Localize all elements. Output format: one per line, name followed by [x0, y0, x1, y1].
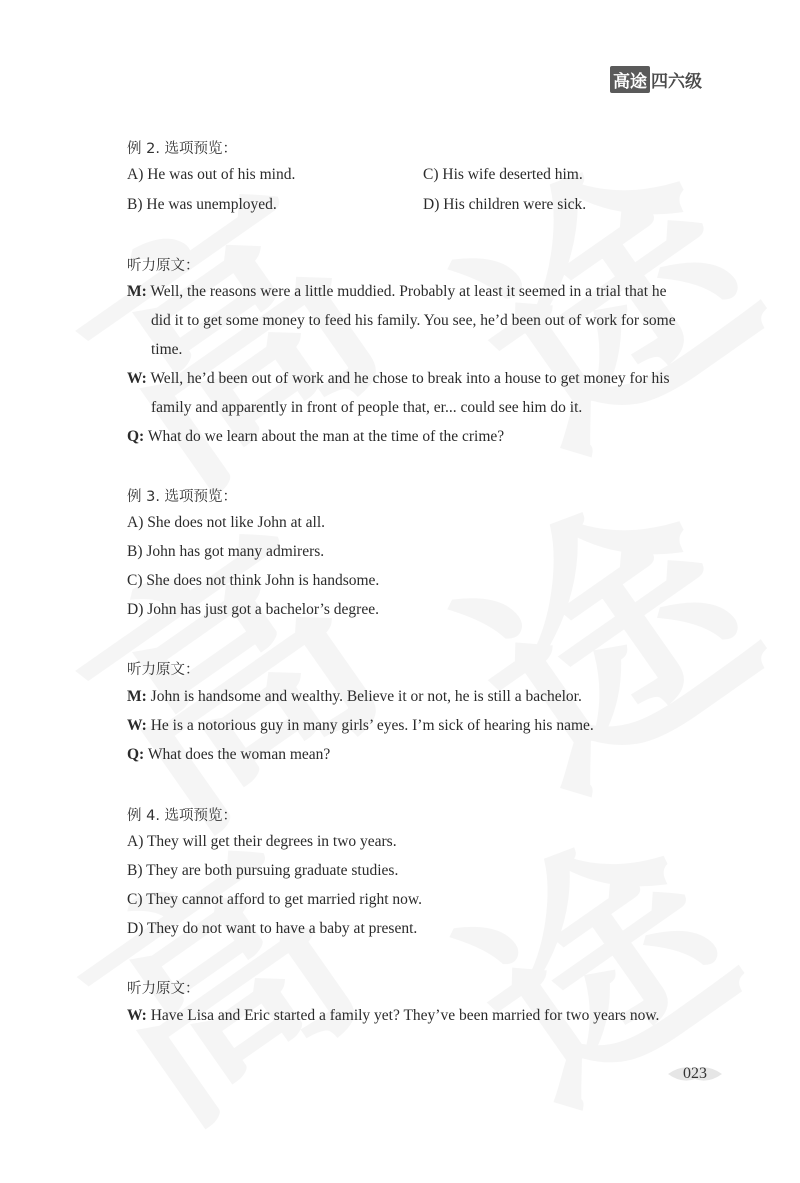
- speaker-w: W:: [127, 370, 147, 387]
- ex2-question-line: [127, 428, 504, 446]
- speaker-q: Q:: [127, 428, 145, 445]
- ex3-man-line: [127, 688, 582, 706]
- example-4-label: 例 4. 选项预览：: [127, 808, 238, 824]
- watermark: [387, 399, 800, 854]
- ex4-transcript-label: 听力原文：: [127, 981, 200, 997]
- ex3-man-text: John is handsome and wealthy. Believe it or not, he is still a bachelor.: [150, 688, 582, 705]
- ex2-woman-text-2: family and apparently in front of people that, er... could see him do it.: [151, 399, 583, 416]
- ex2-woman-text-1: Well, he’d been out of work and he chose to break into a house to get money for his: [150, 370, 670, 387]
- ex2-man-text-2: did it to get some money to feed his family. You see, he’d been out of work for some: [151, 312, 676, 329]
- ex2-option-d: D) His children were sick.: [423, 196, 587, 213]
- speaker-q: Q:: [127, 746, 145, 763]
- ex4-option-d: D) They do not want to have a baby at present.: [127, 920, 418, 937]
- ex2-woman-line: [127, 370, 670, 388]
- ex4-option-b: B) They are both pursuing graduate studies.: [127, 862, 399, 879]
- ex4-option-a: A) They will get their degrees in two years.: [127, 833, 397, 850]
- logo-subtitle: 四六级: [651, 72, 702, 92]
- ex3-option-c: C) She does not think John is handsome.: [127, 572, 380, 589]
- ex3-woman-line: [127, 717, 594, 735]
- speaker-w: W:: [127, 717, 147, 734]
- ex3-woman-text: He is a notorious guy in many girls’ eyes. I’m sick of hearing his name.: [150, 717, 594, 734]
- ex2-question-text: What do we learn about the man at the time of the crime?: [147, 428, 505, 445]
- ex2-transcript-label: 听力原文：: [127, 258, 200, 274]
- speaker-m: M:: [127, 283, 147, 300]
- ex2-man-text-1: Well, the reasons were a little muddied. Probably at least it seemed in a trial that he: [150, 283, 667, 300]
- watermark: [13, 762, 407, 1182]
- ex4-woman-text: Have Lisa and Eric started a family yet? They’ve been married for two years now.: [150, 1007, 660, 1024]
- ex4-option-c: C) They cannot afford to get married right now.: [127, 891, 422, 908]
- ex3-transcript-label: 听力原文：: [127, 662, 200, 678]
- ex2-man-text-3: time.: [151, 341, 183, 358]
- page-number-badge: [668, 1063, 722, 1085]
- watermark: [7, 439, 434, 894]
- ex2-option-a: A) He was out of his mind.: [127, 166, 296, 183]
- header-logo: [610, 66, 702, 93]
- ex3-option-a: A) She does not like John at all.: [127, 514, 326, 531]
- example-2-label: 例 2. 选项预览：: [127, 141, 238, 157]
- logo-brand: 高途: [610, 66, 650, 93]
- ex3-question-text: What does the woman mean?: [147, 746, 331, 763]
- ex3-option-d: D) John has just got a bachelor’s degree.: [127, 601, 379, 618]
- ex2-option-c: C) His wife deserted him.: [423, 166, 583, 183]
- ex3-option-b: B) John has got many admirers.: [127, 543, 325, 560]
- ex3-question-line: [127, 746, 330, 764]
- ex2-man-line: [127, 283, 667, 301]
- ex2-option-b: B) He was unemployed.: [127, 196, 277, 213]
- speaker-w: W:: [127, 1007, 147, 1024]
- ex4-woman-line: [127, 1007, 659, 1025]
- speaker-m: M:: [127, 688, 147, 705]
- page-number: 023: [683, 1065, 707, 1082]
- watermark: [393, 742, 787, 1162]
- example-3-label: 例 3. 选项预览：: [127, 489, 238, 505]
